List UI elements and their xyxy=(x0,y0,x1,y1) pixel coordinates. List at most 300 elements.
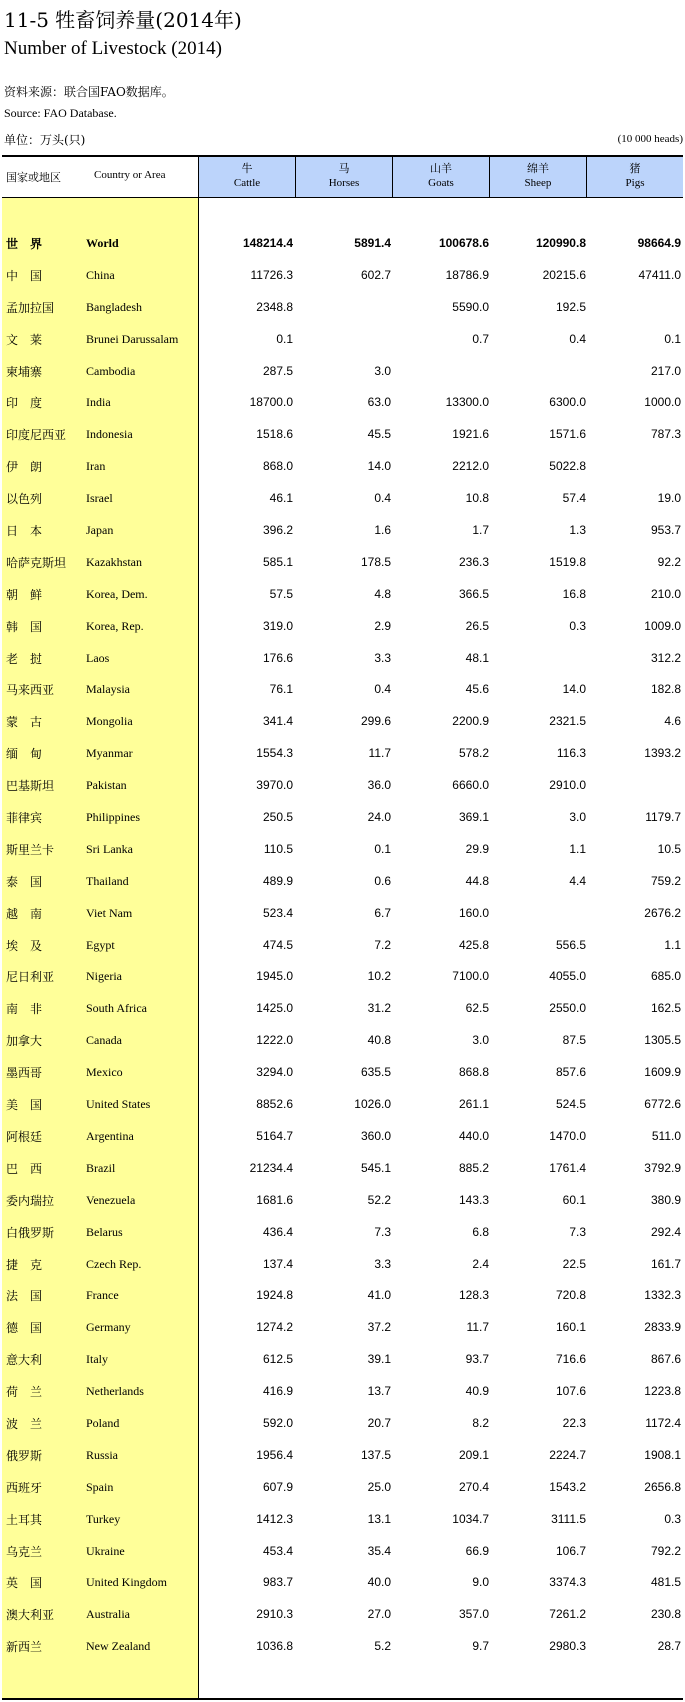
table-cell-value: 5891.4 xyxy=(354,236,391,250)
table-cell-value: 14.0 xyxy=(367,459,391,474)
table-cell-value: 1519.8 xyxy=(549,554,586,569)
area-name-en: Cambodia xyxy=(86,363,136,378)
table-cell-value: 10.5 xyxy=(657,841,681,856)
area-name-cn: 南 非 xyxy=(6,1002,43,1017)
table-cell-value: 1924.8 xyxy=(256,1288,293,1303)
table-cell-value: 7100.0 xyxy=(452,969,489,984)
table-cell-value: 953.7 xyxy=(650,523,681,538)
table-cell-value: 607.9 xyxy=(262,1479,293,1494)
table-row xyxy=(2,1188,683,1220)
area-name-en: Brazil xyxy=(86,1160,116,1175)
table-cell-value: 3294.0 xyxy=(256,1065,293,1080)
area-name-cn: 泰 国 xyxy=(6,874,43,889)
area-name-en: Czech Rep. xyxy=(86,1256,142,1271)
table-cell-value: 720.8 xyxy=(555,1288,586,1303)
table-row xyxy=(2,933,683,965)
table-cell-value: 182.8 xyxy=(650,682,681,697)
table-row xyxy=(2,359,683,391)
area-name-cn: 日 本 xyxy=(6,524,43,539)
table-cell-value: 57.4 xyxy=(562,491,586,506)
table-cell-value: 481.5 xyxy=(650,1575,681,1590)
table-row xyxy=(2,677,683,709)
table-row xyxy=(2,263,683,295)
table-cell-value: 2.9 xyxy=(374,618,391,633)
area-name-en: United Kingdom xyxy=(86,1575,167,1590)
area-name-en: Malaysia xyxy=(86,682,130,697)
table-cell-value: 31.2 xyxy=(367,1001,391,1016)
area-name-en: Kazakhstan xyxy=(86,554,142,569)
table-cell-value: 868.8 xyxy=(458,1065,489,1080)
area-name-cn: 新西兰 xyxy=(6,1640,43,1655)
area-name-cn: 澳大利亚 xyxy=(6,1608,55,1623)
table-cell-value: 63.0 xyxy=(367,395,391,410)
table-cell-value: 37.2 xyxy=(367,1320,391,1335)
area-name-en: Nigeria xyxy=(86,969,122,984)
table-cell-value: 4.6 xyxy=(664,714,681,729)
table-cell-value: 685.0 xyxy=(650,969,681,984)
area-name-en: Germany xyxy=(86,1320,131,1335)
area-name-en: Indonesia xyxy=(86,427,133,442)
table-cell-value: 3970.0 xyxy=(256,778,293,793)
table-row xyxy=(2,869,683,901)
table-cell-value: 489.9 xyxy=(262,873,293,888)
table-cell-value: 2212.0 xyxy=(452,459,489,474)
table-cell-value: 6660.0 xyxy=(452,778,489,793)
column-header-sheep xyxy=(490,157,587,197)
area-name-cn: 越 南 xyxy=(6,906,43,921)
table-cell-value: 2321.5 xyxy=(549,714,586,729)
table-cell-value: 425.8 xyxy=(458,937,489,952)
table-cell-value: 287.5 xyxy=(262,363,293,378)
table-cell-value: 759.2 xyxy=(650,873,681,888)
table-row xyxy=(2,1634,683,1666)
table-cell-value: 0.3 xyxy=(664,1511,681,1526)
area-name-cn: 俄罗斯 xyxy=(6,1448,43,1463)
table-cell-value: 2910.0 xyxy=(549,778,586,793)
table-cell-value: 40.0 xyxy=(367,1575,391,1590)
table-cell-value: 128.3 xyxy=(458,1288,489,1303)
table-cell-value: 162.5 xyxy=(650,1001,681,1016)
area-name-cn: 巴基斯坦 xyxy=(6,779,55,794)
table-cell-value: 1945.0 xyxy=(256,969,293,984)
area-name-cn: 中 国 xyxy=(6,268,43,283)
area-name-en: Belarus xyxy=(86,1224,123,1239)
table-row xyxy=(2,773,683,805)
table-cell-value: 4055.0 xyxy=(549,969,586,984)
area-name-en: Bangladesh xyxy=(86,299,142,314)
table-cell-value: 250.5 xyxy=(262,810,293,825)
table-cell-value: 6.8 xyxy=(472,1224,489,1239)
table-cell-value: 885.2 xyxy=(458,1160,489,1175)
table-cell-value: 360.0 xyxy=(360,1128,391,1143)
table-cell-value: 1908.1 xyxy=(644,1447,681,1462)
area-name-en: United States xyxy=(86,1097,151,1112)
table-cell-value: 3792.9 xyxy=(644,1160,681,1175)
table-row xyxy=(2,996,683,1028)
table-cell-value: 10.2 xyxy=(367,969,391,984)
table-cell-value: 36.0 xyxy=(367,778,391,793)
area-name-cn: 西班牙 xyxy=(6,1480,43,1495)
header-rule xyxy=(2,197,683,198)
area-name-cn: 德 国 xyxy=(6,1321,43,1336)
table-row xyxy=(2,454,683,486)
table-cell-value: 230.8 xyxy=(650,1607,681,1622)
table-cell-value: 66.9 xyxy=(465,1543,489,1558)
table-row xyxy=(2,1539,683,1571)
area-name-cn: 老 挝 xyxy=(6,651,43,666)
table-cell-value: 612.5 xyxy=(262,1352,293,1367)
column-header-cn: 牛 xyxy=(241,162,253,175)
table-cell-value: 40.9 xyxy=(465,1384,489,1399)
table-cell-value: 16.8 xyxy=(562,586,586,601)
table-cell-value: 9.7 xyxy=(472,1639,489,1654)
column-header-en: Sheep xyxy=(524,177,552,189)
area-name-cn: 捷 克 xyxy=(6,1257,43,1272)
table-cell-value: 26.5 xyxy=(465,618,489,633)
unit-note-cn: 单位：万头(只) xyxy=(4,133,86,147)
area-name-cn: 柬埔寨 xyxy=(6,364,43,379)
area-name-cn: 马来西亚 xyxy=(6,683,55,698)
area-name-cn: 印 度 xyxy=(6,396,43,411)
area-name-cn: 委内瑞拉 xyxy=(6,1193,55,1208)
table-row xyxy=(2,390,683,422)
table-cell-value: 217.0 xyxy=(650,363,681,378)
table-cell-value: 436.4 xyxy=(262,1224,293,1239)
area-name-en: Japan xyxy=(86,523,114,538)
table-cell-value: 1761.4 xyxy=(549,1160,586,1175)
column-header-cn: 猪 xyxy=(629,162,641,175)
table-row xyxy=(2,1347,683,1379)
table-cell-value: 2833.9 xyxy=(644,1320,681,1335)
area-name-en: Laos xyxy=(86,650,110,665)
table-cell-value: 143.3 xyxy=(458,1192,489,1207)
source-note-cn: 资料来源：联合国FAO数据库。 xyxy=(4,85,174,99)
table-cell-value: 857.6 xyxy=(555,1065,586,1080)
table-cell-value: 137.4 xyxy=(262,1256,293,1271)
area-name-en: Australia xyxy=(86,1607,130,1622)
table-cell-value: 3.0 xyxy=(472,1033,489,1048)
table-cell-value: 2980.3 xyxy=(549,1639,586,1654)
table-cell-value: 523.4 xyxy=(262,905,293,920)
table-cell-value: 0.7 xyxy=(472,331,489,346)
area-name-en: South Africa xyxy=(86,1001,147,1016)
area-name-en: Viet Nam xyxy=(86,905,133,920)
table-cell-value: 7261.2 xyxy=(549,1607,586,1622)
area-name-en: Pakistan xyxy=(86,778,127,793)
table-row xyxy=(2,1379,683,1411)
area-name-en: Thailand xyxy=(86,873,129,888)
table-cell-value: 18786.9 xyxy=(445,267,489,282)
table-cell-value: 0.6 xyxy=(374,873,391,888)
area-name-en: Israel xyxy=(86,491,113,506)
area-name-en: Iran xyxy=(86,459,106,474)
area-name-cn: 波 兰 xyxy=(6,1416,43,1431)
table-cell-value: 21234.4 xyxy=(249,1160,293,1175)
table-cell-value: 868.0 xyxy=(262,459,293,474)
table-cell-value: 369.1 xyxy=(458,810,489,825)
table-row xyxy=(2,582,683,614)
table-cell-value: 1412.3 xyxy=(256,1511,293,1526)
column-header-en: Pigs xyxy=(625,177,645,189)
page-title-cn: 11-5 牲畜饲养量(2014年) xyxy=(4,8,242,32)
area-name-cn: 英 国 xyxy=(6,1576,43,1591)
table-cell-value: 270.4 xyxy=(458,1479,489,1494)
table-cell-value: 474.5 xyxy=(262,937,293,952)
table-row xyxy=(2,1060,683,1092)
table-row xyxy=(2,231,683,263)
table-cell-value: 3.3 xyxy=(374,650,391,665)
area-name-en: Ukraine xyxy=(86,1543,125,1558)
column-header-cattle xyxy=(199,157,296,197)
table-cell-value: 13.1 xyxy=(367,1511,391,1526)
table-row xyxy=(2,1124,683,1156)
area-name-en: Turkey xyxy=(86,1511,121,1526)
table-cell-value: 357.0 xyxy=(458,1607,489,1622)
table-cell-value: 578.2 xyxy=(458,746,489,761)
area-name-cn: 文 莱 xyxy=(6,332,43,347)
table-cell-value: 48.1 xyxy=(465,650,489,665)
table-cell-value: 592.0 xyxy=(262,1415,293,1430)
table-row xyxy=(2,1092,683,1124)
area-name-cn: 美 国 xyxy=(6,1098,43,1113)
table-cell-value: 45.5 xyxy=(367,427,391,442)
area-name-en: Netherlands xyxy=(86,1384,144,1399)
table-cell-value: 7.3 xyxy=(569,1224,586,1239)
table-cell-value: 0.1 xyxy=(374,841,391,856)
table-cell-value: 1034.7 xyxy=(452,1511,489,1526)
table-row xyxy=(2,295,683,327)
table-cell-value: 20.7 xyxy=(367,1415,391,1430)
table-cell-value: 1554.3 xyxy=(256,746,293,761)
table-row xyxy=(2,1315,683,1347)
table-cell-value: 1009.0 xyxy=(644,618,681,633)
table-cell-value: 62.5 xyxy=(465,1001,489,1016)
table-row xyxy=(2,901,683,933)
area-name-cn: 伊 朗 xyxy=(6,460,43,475)
table-cell-value: 0.1 xyxy=(664,331,681,346)
table-cell-value: 341.4 xyxy=(262,714,293,729)
area-name-en: Mexico xyxy=(86,1065,123,1080)
table-cell-value: 2656.8 xyxy=(644,1479,681,1494)
table-cell-value: 787.3 xyxy=(650,427,681,442)
area-name-cn: 世 界 xyxy=(6,237,43,251)
column-header-en: Cattle xyxy=(233,177,261,189)
area-name-cn: 孟加拉国 xyxy=(6,300,55,315)
table-cell-value: 20215.6 xyxy=(542,267,586,282)
table-cell-value: 2348.8 xyxy=(256,299,293,314)
table-cell-value: 585.1 xyxy=(262,554,293,569)
table-body xyxy=(2,231,683,1666)
table-cell-value: 440.0 xyxy=(458,1128,489,1143)
table-cell-value: 1305.5 xyxy=(644,1033,681,1048)
table-cell-value: 44.8 xyxy=(465,873,489,888)
area-name-en: Mongolia xyxy=(86,714,133,729)
table-cell-value: 27.0 xyxy=(367,1607,391,1622)
table-cell-value: 545.1 xyxy=(360,1160,391,1175)
table-cell-value: 22.5 xyxy=(562,1256,586,1271)
table-cell-value: 319.0 xyxy=(262,618,293,633)
table-cell-value: 8852.6 xyxy=(256,1097,293,1112)
table-cell-value: 18700.0 xyxy=(249,395,293,410)
table-cell-value: 1.6 xyxy=(374,523,391,538)
column-header-horses xyxy=(296,157,393,197)
table-cell-value: 0.3 xyxy=(569,618,586,633)
table-cell-value: 7.3 xyxy=(374,1224,391,1239)
table-row xyxy=(2,1602,683,1634)
table-row xyxy=(2,327,683,359)
area-name-cn: 印度尼西亚 xyxy=(6,428,67,443)
area-name-cn: 尼日利亚 xyxy=(6,970,55,985)
table-cell-value: 0.4 xyxy=(569,331,586,346)
table-cell-value: 8.2 xyxy=(472,1415,489,1430)
table-cell-value: 5164.7 xyxy=(256,1128,293,1143)
table-cell-value: 2910.3 xyxy=(256,1607,293,1622)
table-cell-value: 60.1 xyxy=(562,1192,586,1207)
area-name-cn: 埃 及 xyxy=(6,938,43,953)
table-cell-value: 1470.0 xyxy=(549,1128,586,1143)
area-name-en: Korea, Dem. xyxy=(86,586,148,601)
table-cell-value: 3.3 xyxy=(374,1256,391,1271)
table-row xyxy=(2,486,683,518)
table-cell-value: 120990.8 xyxy=(535,236,586,250)
table-cell-value: 1036.8 xyxy=(256,1639,293,1654)
table-cell-value: 14.0 xyxy=(562,682,586,697)
area-name-cn: 哈萨克斯坦 xyxy=(6,555,67,570)
table-row xyxy=(2,614,683,646)
area-name-en: Italy xyxy=(86,1352,108,1367)
value-column-headers xyxy=(199,157,683,197)
area-name-en: Philippines xyxy=(86,810,141,825)
area-name-en: Poland xyxy=(86,1415,120,1430)
table-cell-value: 40.8 xyxy=(367,1033,391,1048)
table-cell-value: 292.4 xyxy=(650,1224,681,1239)
area-name-en: Argentina xyxy=(86,1128,134,1143)
area-name-en: New Zealand xyxy=(86,1639,151,1654)
table-cell-value: 0.4 xyxy=(374,491,391,506)
table-row xyxy=(2,1220,683,1252)
area-name-en: Myanmar xyxy=(86,746,133,761)
livestock-table xyxy=(2,155,683,1700)
table-cell-value: 5590.0 xyxy=(452,299,489,314)
table-cell-value: 160.1 xyxy=(555,1320,586,1335)
table-cell-value: 28.7 xyxy=(657,1639,681,1654)
table-cell-value: 76.1 xyxy=(269,682,293,697)
table-cell-value: 380.9 xyxy=(650,1192,681,1207)
table-row xyxy=(2,1411,683,1443)
area-name-cn: 以色列 xyxy=(6,492,43,507)
table-cell-value: 24.0 xyxy=(367,810,391,825)
table-cell-value: 1332.3 xyxy=(644,1288,681,1303)
table-row xyxy=(2,1252,683,1284)
area-header-cn: 国家或地区 xyxy=(6,171,61,184)
table-cell-value: 602.7 xyxy=(360,267,391,282)
table-cell-value: 4.8 xyxy=(374,586,391,601)
area-name-en: World xyxy=(86,236,119,250)
table-row xyxy=(2,805,683,837)
table-cell-value: 35.4 xyxy=(367,1543,391,1558)
area-name-cn: 菲律宾 xyxy=(6,811,43,826)
table-cell-value: 1518.6 xyxy=(256,427,293,442)
table-cell-value: 1681.6 xyxy=(256,1192,293,1207)
table-row xyxy=(2,709,683,741)
table-cell-value: 98664.9 xyxy=(637,236,681,250)
table-cell-value: 87.5 xyxy=(562,1033,586,1048)
area-name-en: Canada xyxy=(86,1033,122,1048)
area-name-cn: 朝 鲜 xyxy=(6,587,43,602)
area-name-en: India xyxy=(86,395,111,410)
area-name-cn: 意大利 xyxy=(6,1353,43,1368)
column-header-pigs xyxy=(587,157,683,197)
area-name-en: Venezuela xyxy=(86,1192,136,1207)
table-cell-value: 11.7 xyxy=(368,746,391,761)
table-row xyxy=(2,964,683,996)
table-cell-value: 161.7 xyxy=(650,1256,681,1271)
table-row xyxy=(2,741,683,773)
table-cell-value: 209.1 xyxy=(458,1447,489,1462)
area-name-cn: 荷 兰 xyxy=(6,1385,43,1400)
table-cell-value: 0.4 xyxy=(374,682,391,697)
table-cell-value: 7.2 xyxy=(374,937,391,952)
table-cell-value: 1.1 xyxy=(569,841,586,856)
table-cell-value: 13300.0 xyxy=(445,395,489,410)
table-cell-value: 2.4 xyxy=(472,1256,489,1271)
table-cell-value: 299.6 xyxy=(360,714,391,729)
table-cell-value: 1571.6 xyxy=(549,427,586,442)
table-cell-value: 5022.8 xyxy=(549,459,586,474)
table-cell-value: 45.6 xyxy=(465,682,489,697)
table-cell-value: 3.0 xyxy=(569,810,586,825)
table-cell-value: 13.7 xyxy=(367,1384,391,1399)
table-cell-value: 1274.2 xyxy=(256,1320,293,1335)
area-name-cn: 阿根廷 xyxy=(6,1129,43,1144)
table-cell-value: 148214.4 xyxy=(242,236,293,250)
table-cell-value: 416.9 xyxy=(262,1384,293,1399)
table-cell-value: 3374.3 xyxy=(549,1575,586,1590)
area-name-cn: 法 国 xyxy=(6,1289,43,1304)
table-cell-value: 312.2 xyxy=(650,650,681,665)
area-name-en: Sri Lanka xyxy=(86,841,133,856)
table-cell-value: 29.9 xyxy=(465,841,489,856)
table-cell-value: 92.2 xyxy=(657,554,681,569)
table-cell-value: 4.4 xyxy=(569,873,586,888)
area-name-en: France xyxy=(86,1288,119,1303)
table-cell-value: 511.0 xyxy=(651,1128,681,1143)
table-cell-value: 2224.7 xyxy=(549,1447,586,1462)
table-cell-value: 3.0 xyxy=(374,363,391,378)
table-row xyxy=(2,837,683,869)
area-column-header xyxy=(2,157,199,197)
table-cell-value: 160.0 xyxy=(458,905,489,920)
area-name-cn: 缅 甸 xyxy=(6,747,43,762)
table-cell-value: 792.2 xyxy=(650,1543,681,1558)
table-cell-value: 524.5 xyxy=(555,1097,586,1112)
table-cell-value: 2200.9 xyxy=(452,714,489,729)
column-header-cn: 绵羊 xyxy=(527,162,549,175)
table-cell-value: 1425.0 xyxy=(256,1001,293,1016)
unit-note-en: (10 000 heads) xyxy=(617,133,683,145)
table-cell-value: 137.5 xyxy=(360,1447,391,1462)
table-row xyxy=(2,1028,683,1060)
table-cell-value: 453.4 xyxy=(262,1543,293,1558)
table-cell-value: 1543.2 xyxy=(549,1479,586,1494)
table-cell-value: 107.6 xyxy=(555,1384,586,1399)
table-row xyxy=(2,1283,683,1315)
table-row xyxy=(2,646,683,678)
table-cell-value: 716.6 xyxy=(555,1352,586,1367)
area-name-en: China xyxy=(86,267,115,282)
table-row xyxy=(2,422,683,454)
table-row xyxy=(2,1507,683,1539)
